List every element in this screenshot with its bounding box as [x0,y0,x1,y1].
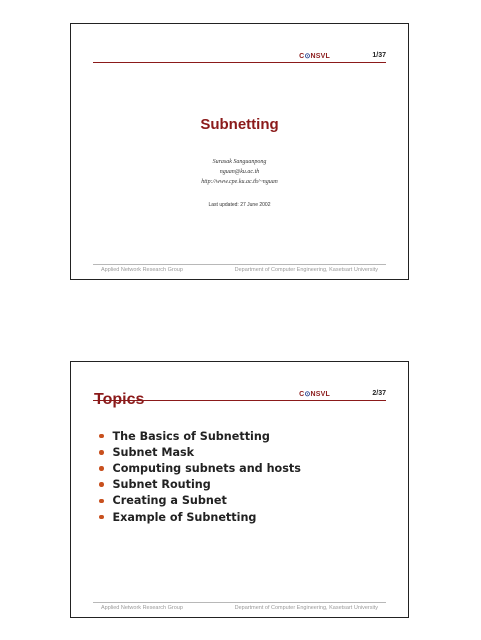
list-item [99,428,301,444]
topic-text: Example of Subnetting [112,510,257,524]
bullet-icon [99,499,104,504]
logo-o-icon: ⊙ [304,53,311,60]
footer-rule [93,264,386,265]
consvl-logo [299,390,330,398]
author-url: http://www.cpe.ku.ac.th/~nguan [201,179,278,185]
footer-department: Department of Computer Engineering, Kasetsart University [234,267,378,273]
page-number: 2/37 [372,390,386,397]
topic-text: Creating a Subnet [112,494,227,508]
topic-list [99,428,301,525]
footer-group: Applied Network Research Group [101,267,183,273]
footer-group: Applied Network Research Group [101,605,183,611]
bullet-icon [99,466,104,471]
author-name: Surasak Sanguanpong [212,159,267,165]
logo-letters: NSVL [310,53,330,60]
last-updated: Last updated: 27 June 2002 [208,202,271,208]
author-email: nguan@ku.ac.th [219,169,260,175]
bullet-icon [99,482,104,487]
bullet-icon [99,434,104,439]
list-item [99,509,301,525]
list-item [99,493,301,509]
header-rule [93,62,386,63]
slide-title: Topics [94,391,145,408]
page-number: 1/37 [372,52,386,59]
footer-rule [93,602,386,603]
slide-2 [70,361,409,618]
footer-department: Department of Computer Engineering, Kasetsart University [234,605,378,611]
author-block [71,157,408,187]
topic-text: Computing subnets and hosts [112,461,301,475]
slide-title: Subnetting [200,116,279,133]
consvl-logo [299,52,330,60]
bullet-icon [99,450,104,455]
list-item [99,444,301,460]
list-item [99,460,301,476]
logo-letter-c: C [299,391,305,398]
topic-text: Subnet Mask [112,445,195,459]
logo-letter-c: C [299,53,305,60]
slide-1 [70,23,409,280]
logo-letters: NSVL [310,391,330,398]
bullet-icon [99,515,104,520]
list-item [99,477,301,493]
topic-text: The Basics of Subnetting [112,429,270,443]
topic-text: Subnet Routing [112,478,211,492]
logo-o-icon: ⊙ [304,391,311,398]
